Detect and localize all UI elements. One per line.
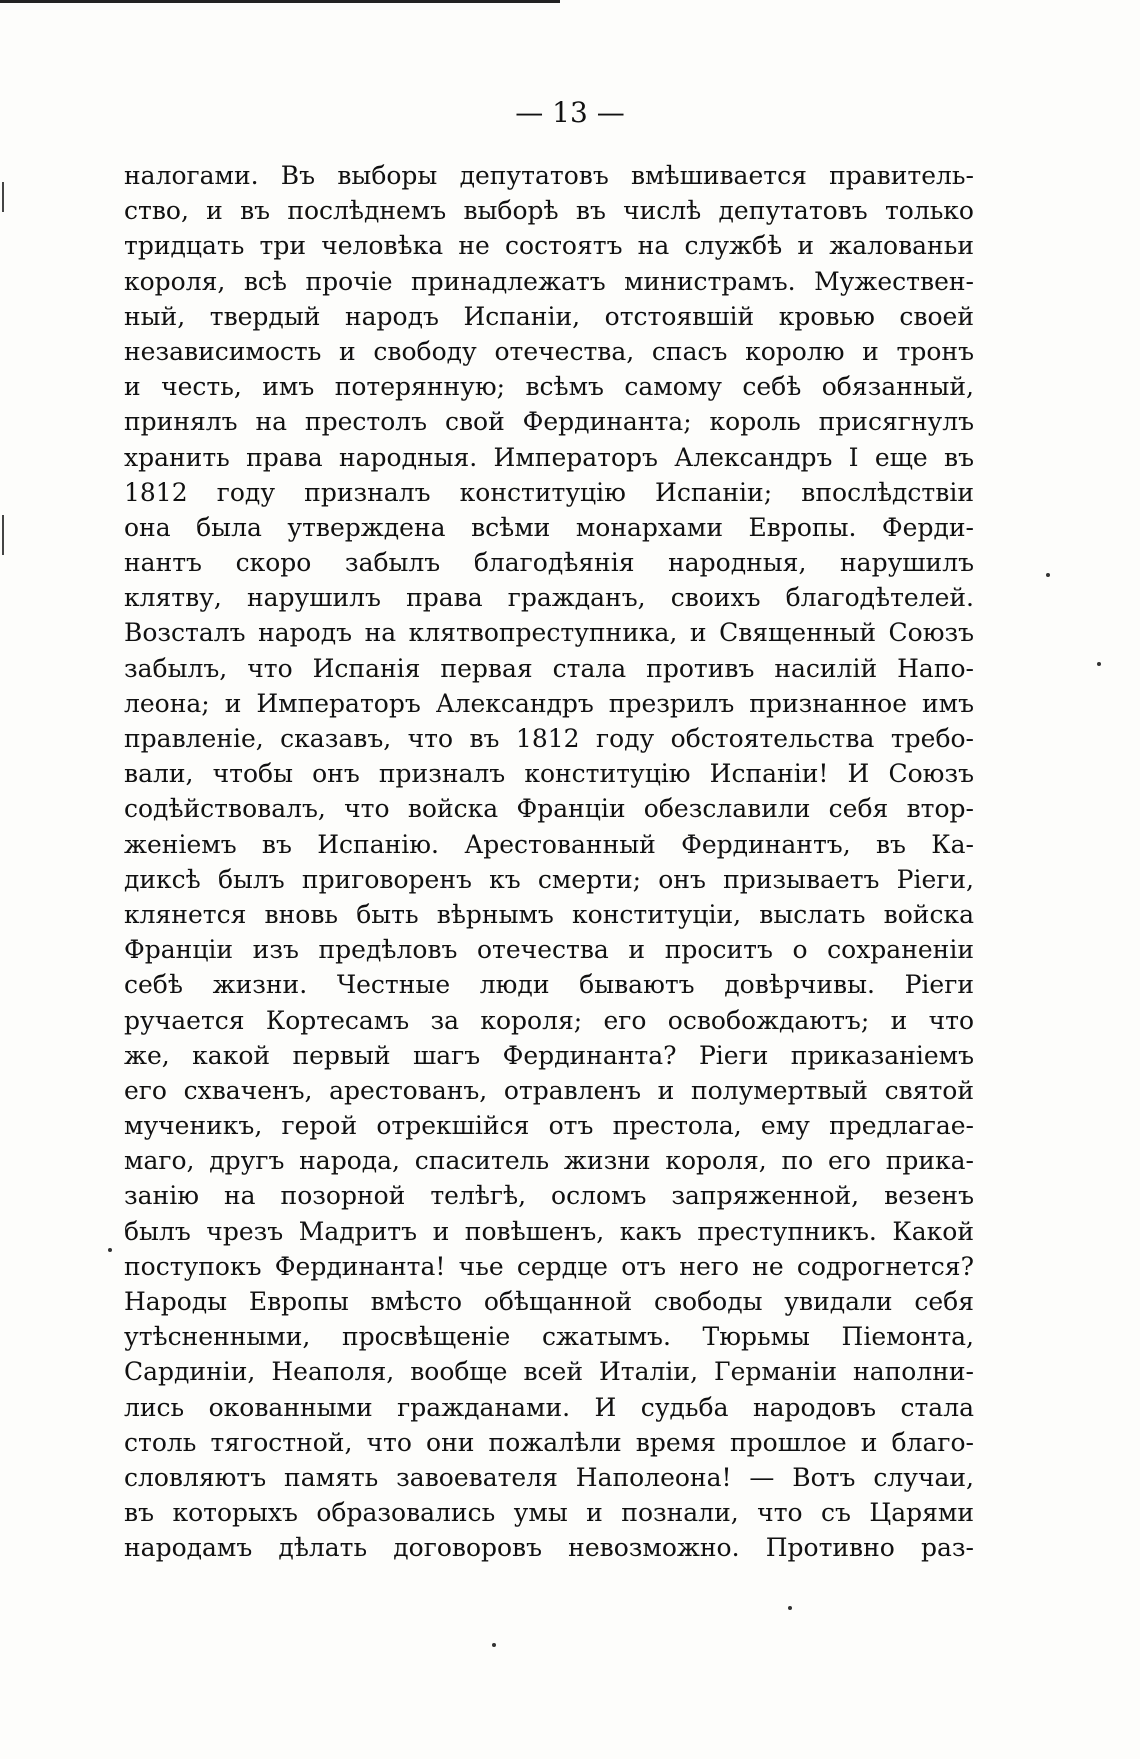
text-line: ство, и въ послѣднемъ выборѣ въ числѣ депутатовъ только	[124, 196, 974, 226]
text-line: его схваченъ, арестованъ, отравленъ и полумертвый святой	[124, 1075, 974, 1105]
ink-speck	[108, 1248, 112, 1252]
text-line: диксѣ былъ приговоренъ къ смерти; онъ призываетъ Ріеги,	[124, 864, 974, 894]
text-line: лись окованными гражданами. И судьба народовъ стала	[124, 1392, 974, 1422]
text-line: въ которыхъ образовались умы и познали, что съ Царями	[124, 1498, 974, 1528]
text-line: былъ чрезъ Мадритъ и повѣшенъ, какъ преступникъ. Какой	[124, 1216, 974, 1246]
text-line: утѣсненными, просвѣщеніе сжатымъ. Тюрьмы Піемонта,	[124, 1322, 974, 1352]
margin-mark	[2, 515, 4, 555]
text-line: принялъ на престолъ свой Фердинанта; король присягнулъ	[124, 407, 974, 437]
margin-mark	[2, 182, 4, 212]
body-text	[124, 158, 974, 1566]
text-line: клянется вновь быть вѣрнымъ конституціи, выслать войска	[124, 899, 974, 929]
ink-speck	[788, 1606, 792, 1610]
text-line: поступокъ Фердинанта! чье сердце отъ него не содрогнется?	[124, 1251, 974, 1281]
text-line: леона; и Императоръ Александръ презрилъ признанное имъ	[124, 688, 974, 718]
text-line: 1812 году призналъ конституцію Испаніи; впослѣдствіи	[124, 477, 974, 507]
text-line: хранить права народныя. Императоръ Александръ I еще въ	[124, 442, 974, 472]
text-line: Сардиніи, Неаполя, вообще всей Италіи, Германіи наполни-	[124, 1357, 974, 1387]
text-line: вали, чтобы онъ призналъ конституцію Испаніи! И Союзъ	[124, 759, 974, 789]
text-line: клятву, нарушилъ права гражданъ, своихъ благодѣтелей.	[124, 583, 974, 613]
ink-speck	[1046, 573, 1050, 577]
text-line: словляютъ память завоевателя Наполеона! — Вотъ случаи,	[124, 1462, 974, 1492]
text-line: правленіе, сказавъ, что въ 1812 году обстоятельства требо-	[124, 724, 974, 753]
text-line: нантъ скоро забылъ благодѣянія народныя, нарушилъ	[124, 548, 974, 578]
text-line: занію на позорной телѣгѣ, осломъ запряженной, везенъ	[124, 1181, 974, 1211]
text-line: и честь, имъ потерянную; всѣмъ самому себѣ обязанный,	[124, 372, 974, 402]
text-line: маго, другъ народа, спаситель жизни короля, по его прика-	[124, 1146, 974, 1176]
text-line: Возсталъ народъ на клятвопреступника, и Священный Союзъ	[124, 618, 974, 648]
text-line: независимость и свободу отечества, спасъ королю и тронъ	[124, 336, 974, 366]
text-line: короля, всѣ прочіе принадлежатъ министрамъ. Мужествен-	[124, 266, 974, 296]
text-line: столь тягостной, что они пожалѣли время прошлое и благо-	[124, 1427, 974, 1457]
text-line: женіемъ въ Испанію. Арестованный Фердинантъ, въ Ка-	[124, 829, 974, 859]
text-line: ный, твердый народъ Испаніи, отстоявшій кровью своей	[124, 301, 974, 331]
text-line: содѣйствовалъ, что войска Франціи обезславили себя втор-	[124, 794, 974, 824]
ink-speck	[1097, 662, 1101, 666]
text-line: ручается Кортесамъ за короля; его освобождаютъ; и что	[124, 1005, 974, 1035]
ink-speck	[492, 1643, 496, 1647]
text-line: забылъ, что Испанія первая стала противъ насилій Напо-	[124, 653, 974, 683]
text-line: себѣ жизни. Честные люди бываютъ довѣрчивы. Ріеги	[124, 970, 974, 1000]
top-edge-rule	[0, 0, 560, 3]
text-line: Франціи изъ предѣловъ отечества и проситъ о сохраненіи	[124, 935, 974, 965]
text-line: она была утверждена всѣми монархами Европы. Ферди-	[124, 512, 974, 542]
text-line: тридцать три человѣка не состоятъ на службѣ и жалованьи	[124, 231, 974, 261]
text-line: же, какой первый шагъ Фердинанта? Ріеги приказаніемъ	[124, 1040, 974, 1070]
text-line: народамъ дѣлать договоровъ невозможно. Противно раз-	[124, 1533, 974, 1563]
text-line: налогами. Въ выборы депутатовъ вмѣшивается правитель-	[124, 161, 974, 190]
text-line: Народы Европы вмѣсто обѣщанной свободы увидали себя	[124, 1287, 974, 1316]
page-number: — 13 —	[515, 96, 625, 129]
text-line: мученикъ, герой отрекшійся отъ престола, ему предлагае-	[124, 1111, 974, 1141]
